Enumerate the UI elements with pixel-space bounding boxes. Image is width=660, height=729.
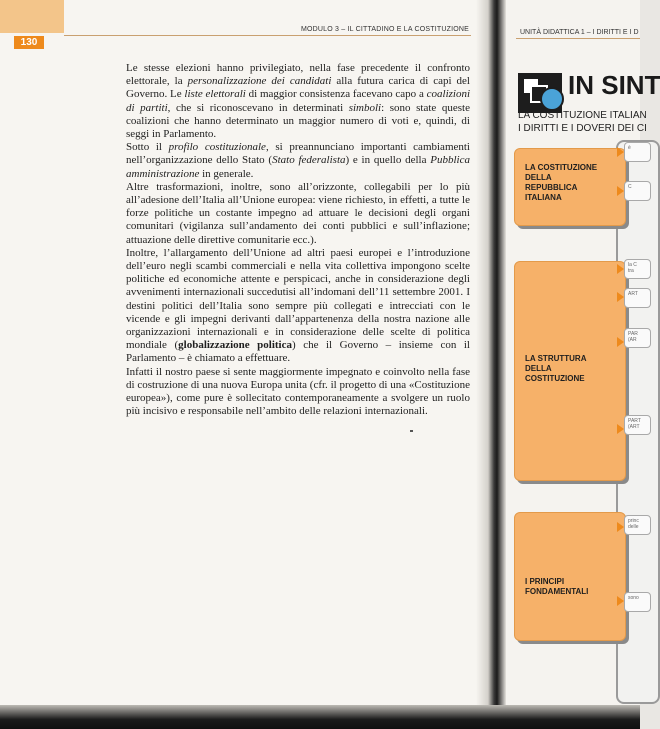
italic-phrase: personalizzazione dei candidati — [187, 75, 332, 88]
text-run: Infatti il nostro paese si sente maggiormente impegnato e coinvolto nella fase di costruzione di una nuova Europa unita (cfr. il progetto di una «Costituzione europea»), come pure è sollecitato contemporaneamente a svolgere un ruolo più incisivo e responsabile nell’ambito delle relazioni internazionali. — [126, 365, 470, 418]
page-number: 130 — [14, 36, 44, 49]
bold-phrase: globalizzazione politica — [178, 339, 292, 352]
summary-logo-icon — [518, 73, 562, 113]
arrow-right-icon — [617, 522, 624, 532]
text-run: Inoltre, l’allargamento dell’Unione ad altri paesi europei e l’introduzione dell’euro negli scambi commerciali e nella vita collettiva impongono scelte politiche ed economiche attente e perspicaci, anche in considerazione degli avvenimenti internazionali succedutisi all’indomani dell’11 settembre 2001. I destini politici dell’Italia sono sempre più collegati e intrecciati con le vicende e gli impegni derivanti dall’appartenenza della nostra nazione alle organizzazioni internazionali e in considerazione delle scelte di politica mondiale ( — [126, 246, 470, 352]
diagram-text-fragment: princ delle — [624, 515, 651, 535]
body-paragraph — [126, 141, 470, 181]
right-running-head: UNITÀ DIDATTICA 1 – I DIRITTI E I D — [520, 29, 639, 36]
arrow-right-icon — [617, 596, 624, 606]
body-paragraph — [126, 366, 470, 419]
text-run: di maggior consistenza facevano capo a — [245, 88, 427, 101]
diagram-text-fragment: ART — [624, 288, 651, 308]
concept-box-costituzione — [514, 148, 626, 226]
right-page — [506, 0, 660, 705]
diagram-text-fragment: C — [624, 181, 651, 201]
text-run: ) che il Governo – insieme con il Parlamento – è chiamato a effettuare. — [126, 339, 470, 365]
arrow-right-icon — [617, 264, 624, 274]
text-run: : sono state queste coalizioni che hanno determinato un maggior numero di voti e, quindi, di seggi in Parlamento. — [126, 101, 470, 141]
arrow-right-icon — [617, 337, 624, 347]
arrow-right-icon — [617, 186, 624, 196]
text-run: , che si riconoscevano in determinati — [167, 101, 349, 114]
diagram-text-fragment: è — [624, 142, 651, 162]
text-run: in generale. — [199, 167, 254, 180]
summary-subtitle-line-2: I DIRITTI E I DOVERI DEI CI — [518, 123, 647, 134]
text-run: , si preannunciano importanti cambiamenti nell’organizzazione dello Stato ( — [126, 141, 470, 167]
ink-mark — [410, 430, 413, 432]
scan-bottom-shadow — [0, 705, 640, 729]
body-text — [126, 62, 470, 418]
book-gutter — [476, 0, 506, 729]
summary-title: IN SINT — [568, 70, 660, 100]
concept-box-principi — [514, 512, 626, 641]
italic-phrase: profilo costituzionale — [168, 141, 266, 154]
text-run: Le stesse elezioni hanno privilegiato, nella fase precedente il confronto elettorale, la — [126, 62, 470, 88]
italic-phrase: liste elettorali — [184, 88, 246, 101]
italic-phrase: coalizioni di partiti — [126, 88, 471, 114]
summary-subtitle-line-1: LA COSTITUZIONE ITALIAN — [518, 110, 647, 121]
concept-box-label: I PRINCIPI FONDAMENTALI — [525, 577, 589, 596]
diagram-text-fragment: PAR (AR — [624, 328, 651, 348]
header-color-band — [0, 0, 64, 33]
text-run: ) e in quello della — [345, 154, 431, 167]
diagram-text-fragment: PART (ART — [624, 415, 651, 435]
header-rule — [64, 35, 471, 36]
italic-phrase: simboli — [348, 101, 382, 114]
italic-phrase: Pubblica amministrazione — [126, 154, 470, 180]
diagram-text-fragment: la C tra — [624, 259, 651, 279]
text-run: Sotto il — [126, 141, 169, 154]
body-paragraph — [126, 181, 470, 247]
text-run: Altre trasformazioni, inoltre, sono all’orizzonte, collegabili per lo più all’adesione dell’Italia all’Unione europea: viene richiesto, in effetti, a tutte le forze politiche un costante impegno ad attuare le decisioni degli organi comunitari (vigilanza sull’andamento dei conti pubblici e sull’inflazione; attuazione delle direttive comunitarie ecc.). — [126, 180, 470, 246]
body-paragraph — [126, 247, 470, 366]
italic-phrase: Stato federalista — [272, 154, 346, 167]
body-paragraph — [126, 62, 470, 141]
arrow-right-icon — [617, 292, 624, 302]
arrow-right-icon — [617, 147, 624, 157]
diagram-text-fragment: sono — [624, 592, 651, 612]
concept-box-label: LA COSTITUZIONE DELLA REPUBBLICA ITALIANA — [525, 163, 598, 202]
right-header-rule — [516, 38, 640, 39]
running-head: MODULO 3 – IL CITTADINO E LA COSTITUZIONE — [300, 26, 469, 33]
concept-box-label: LA STRUTTURA DELLA COSTITUZIONE — [525, 354, 587, 383]
arrow-right-icon — [617, 424, 624, 434]
concept-box-struttura — [514, 261, 626, 481]
text-run: alla futura carica di capi del Governo. Le — [126, 75, 470, 101]
